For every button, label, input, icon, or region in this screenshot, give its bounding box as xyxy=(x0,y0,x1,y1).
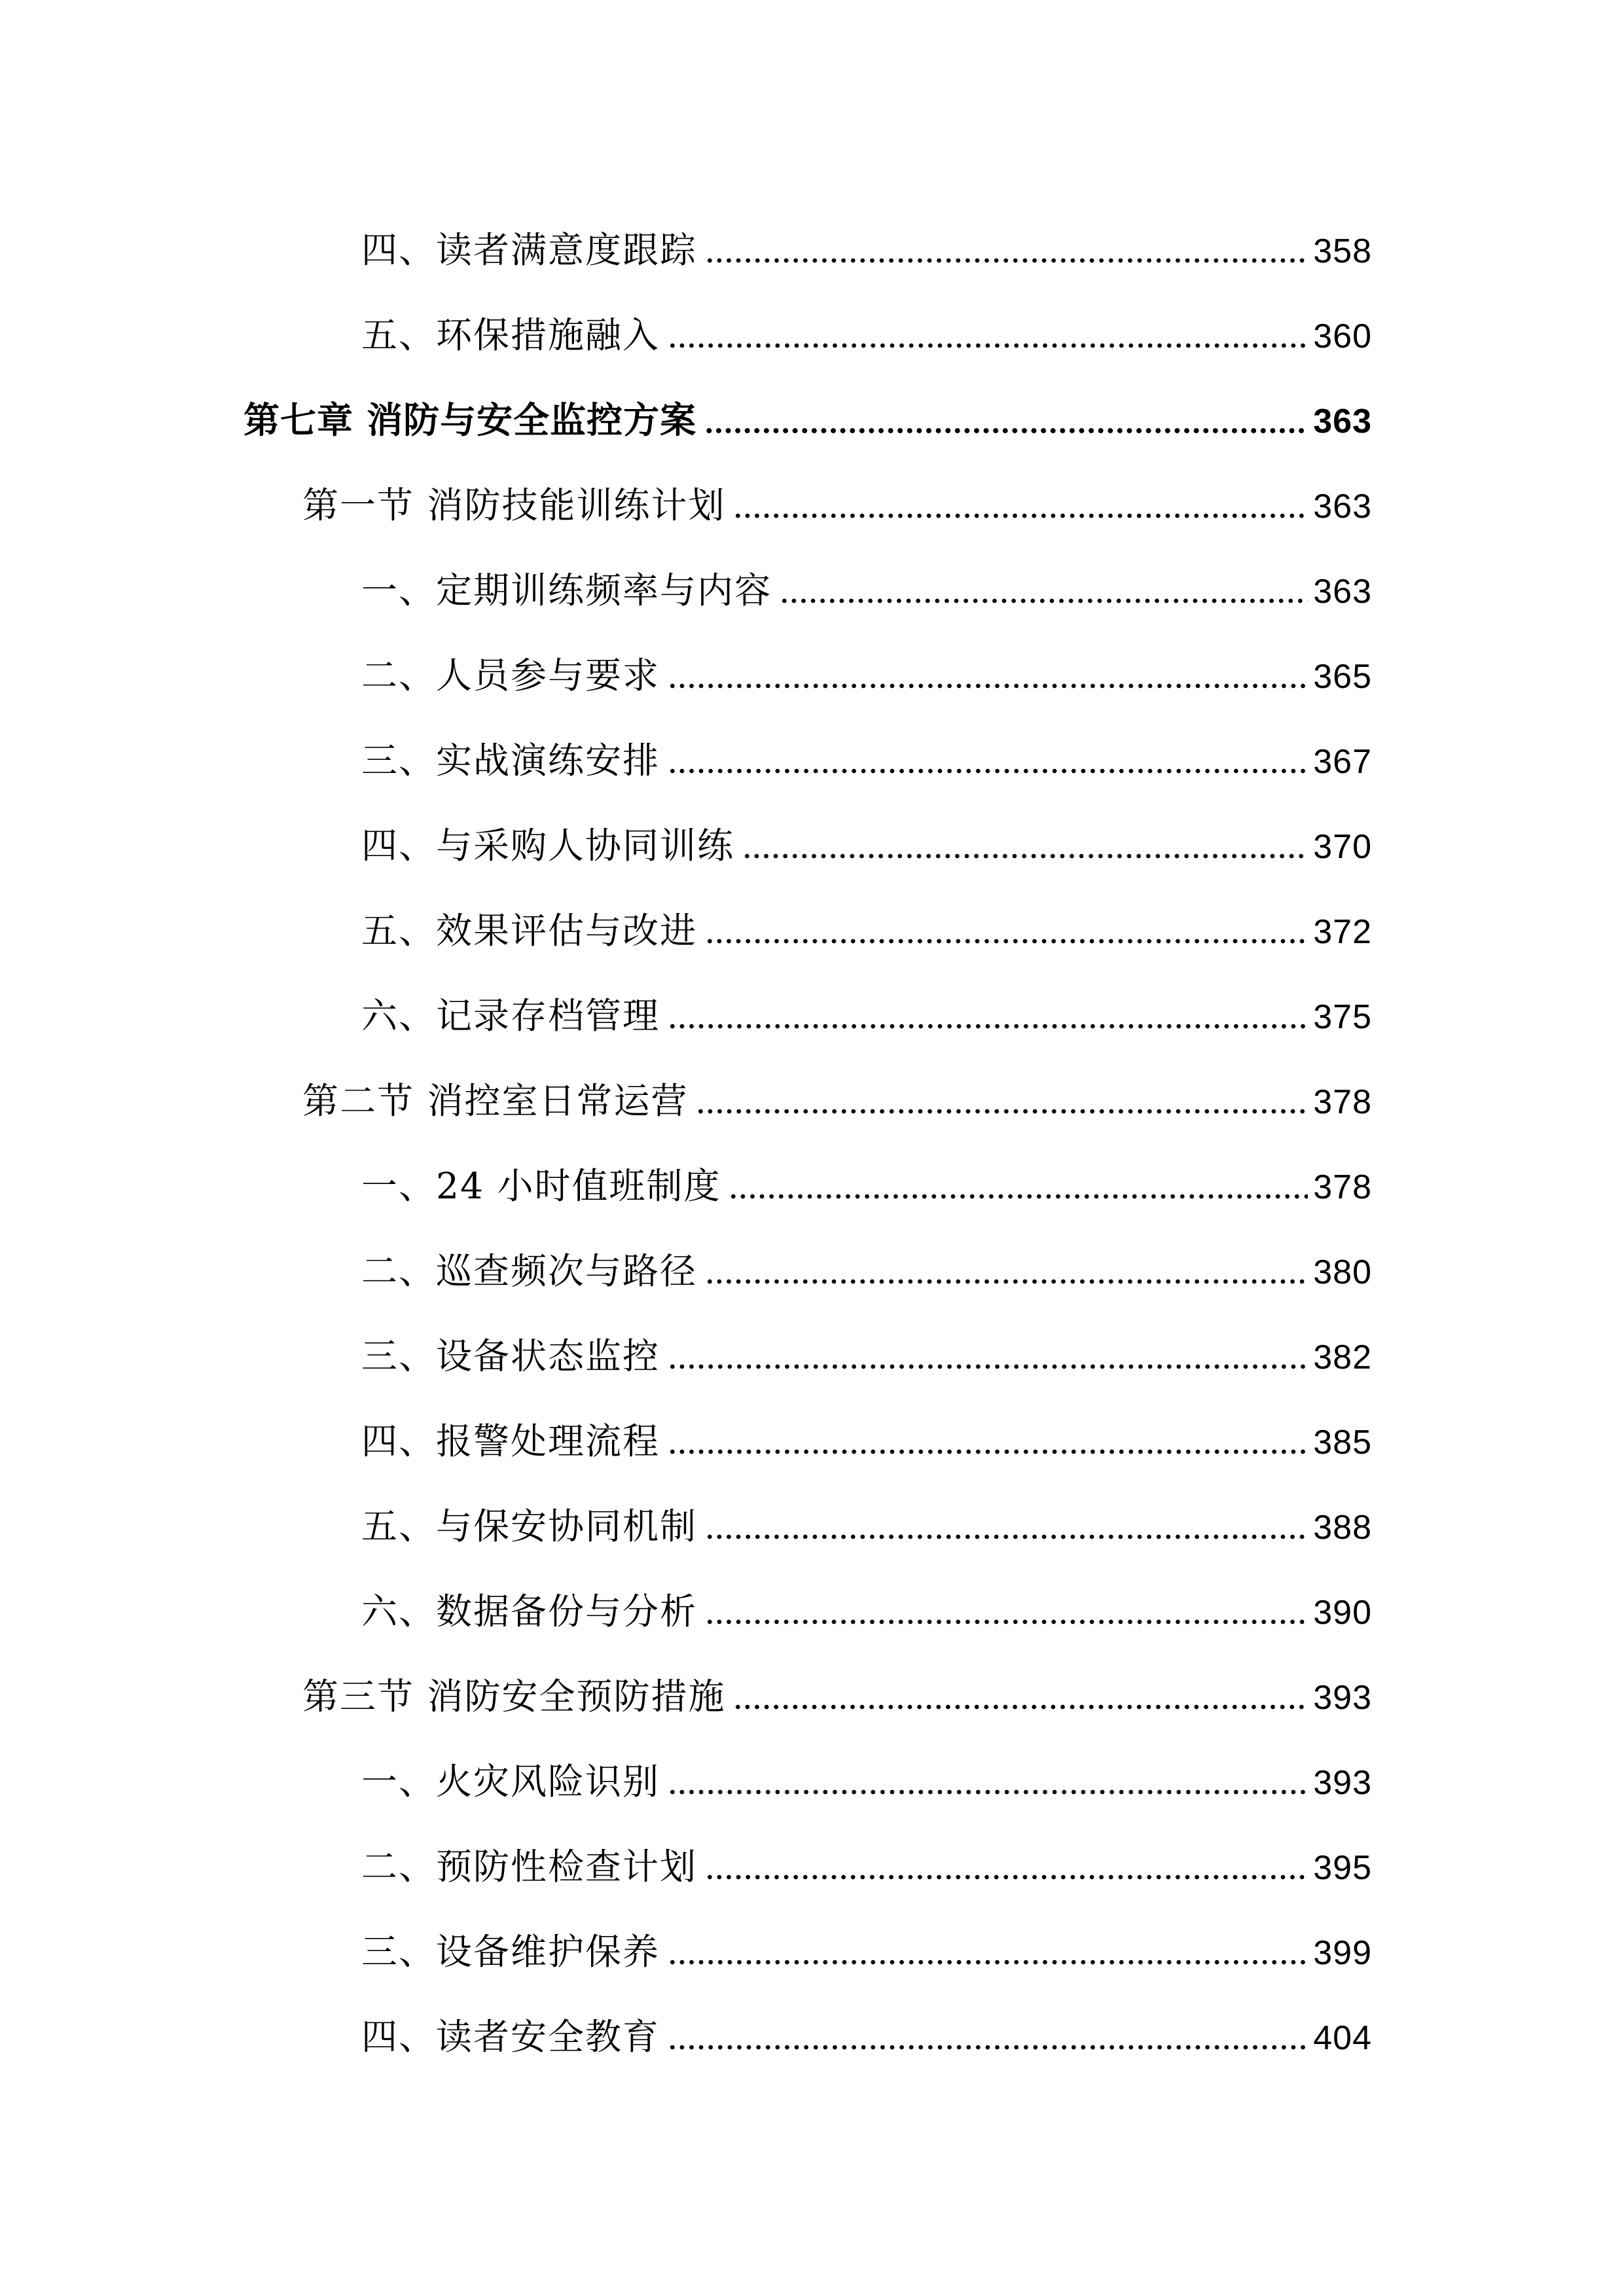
toc-entry[interactable] xyxy=(361,288,1372,356)
toc-entry-page: 393 xyxy=(1313,1679,1372,1717)
toc-entry-page: 363 xyxy=(1313,488,1372,526)
toc-section-entry[interactable] xyxy=(302,458,1372,524)
toc-entry-page: 363 xyxy=(1313,403,1372,440)
toc-entry[interactable] xyxy=(361,543,1372,609)
toc-dot-leader xyxy=(668,1449,1308,1454)
toc-entry-title: 一、火灾风险识别 xyxy=(361,1761,660,1803)
toc-entry-title: 四、与采购人协同训练 xyxy=(361,825,735,867)
toc-entry-page: 388 xyxy=(1313,1509,1372,1547)
toc-dot-leader xyxy=(668,343,1308,348)
toc-entry-title: 六、数据备份与分析 xyxy=(361,1590,698,1632)
toc-entry[interactable] xyxy=(361,1394,1372,1460)
toc-dot-leader xyxy=(668,768,1308,774)
toc-dot-leader xyxy=(668,1364,1308,1369)
toc-entry-page: 370 xyxy=(1313,828,1372,866)
toc-chapter-entry[interactable] xyxy=(244,373,1372,439)
toc-entry-title: 第二节 消控室日常运营 xyxy=(302,1080,689,1122)
toc-dot-leader xyxy=(705,1874,1308,1880)
toc-entry-title: 二、巡查频次与路径 xyxy=(361,1250,698,1292)
toc-entry-title: 一、24 小时值班制度 xyxy=(361,1165,721,1207)
toc-entry-title: 二、人员参与要求 xyxy=(361,655,660,696)
toc-entry[interactable] xyxy=(361,1820,1372,1888)
toc-entry[interactable] xyxy=(361,1224,1372,1292)
toc-entry-title: 四、读者安全教育 xyxy=(361,2016,660,2058)
toc-entry[interactable] xyxy=(361,1309,1372,1377)
toc-entry-title: 三、实战演练安排 xyxy=(361,740,660,781)
toc-dot-leader xyxy=(668,1789,1308,1795)
toc-dot-leader xyxy=(668,2045,1308,2050)
toc-dot-leader xyxy=(705,1279,1308,1284)
toc-entry-page: 404 xyxy=(1313,2019,1372,2057)
toc-entry-title: 五、与保安协同机制 xyxy=(361,1505,698,1547)
toc-entry-page: 399 xyxy=(1313,1934,1372,1972)
toc-dot-leader xyxy=(668,683,1308,689)
toc-entry[interactable] xyxy=(361,1905,1372,1973)
toc-dot-leader xyxy=(780,598,1308,603)
toc-entry-page: 380 xyxy=(1313,1253,1372,1291)
toc-entry-title: 五、效果评估与改进 xyxy=(361,910,698,952)
toc-dot-leader xyxy=(742,853,1308,859)
toc-dot-leader xyxy=(668,1024,1308,1029)
toc-entry-title: 第一节 消防技能训练计划 xyxy=(302,484,726,526)
toc-entry-title: 第七章 消防与安全监控方案 xyxy=(244,399,697,441)
toc-dot-leader xyxy=(705,939,1308,944)
toc-dot-leader xyxy=(696,1109,1308,1114)
toc-entry-page: 363 xyxy=(1313,573,1372,611)
toc-entry[interactable] xyxy=(361,713,1372,779)
toc-entry-title: 二、预防性检查计划 xyxy=(361,1846,698,1888)
toc-entry-page: 395 xyxy=(1313,1849,1372,1887)
toc-entry-title: 四、读者满意度跟踪 xyxy=(361,229,698,271)
toc-entry[interactable] xyxy=(361,969,1372,1037)
toc-entry[interactable] xyxy=(361,798,1372,867)
toc-dot-leader xyxy=(705,258,1308,263)
toc-dot-leader xyxy=(733,1704,1308,1710)
toc-entry-page: 372 xyxy=(1313,913,1372,951)
toc-section-entry[interactable] xyxy=(302,1054,1372,1122)
toc-entry-page: 378 xyxy=(1313,1168,1372,1206)
toc-entry[interactable] xyxy=(361,1139,1372,1207)
toc-entry[interactable] xyxy=(361,1990,1372,2058)
toc-entry-page: 365 xyxy=(1313,658,1372,696)
toc-entry-page: 378 xyxy=(1313,1083,1372,1121)
toc-entry-page: 385 xyxy=(1313,1424,1372,1462)
toc-entry[interactable] xyxy=(361,1734,1372,1803)
toc-entry-page: 382 xyxy=(1313,1338,1372,1376)
toc-entry-title: 五、环保措施融入 xyxy=(361,314,660,356)
toc-entry-title: 第三节 消防安全预防措施 xyxy=(302,1676,726,1717)
toc-entry-page: 375 xyxy=(1313,998,1372,1036)
toc-entry[interactable] xyxy=(361,628,1372,694)
toc-entry-page: 393 xyxy=(1313,1764,1372,1802)
toc-dot-leader xyxy=(729,1194,1308,1199)
toc-entry[interactable] xyxy=(361,1479,1372,1545)
toc-entry-title: 一、定期训练频率与内容 xyxy=(361,569,772,611)
toc-entry-page: 367 xyxy=(1313,743,1372,781)
toc-entry-page: 358 xyxy=(1313,232,1372,270)
toc-entry-title: 四、报警处理流程 xyxy=(361,1420,660,1462)
toc-dot-leader xyxy=(704,428,1308,433)
toc-dot-leader xyxy=(668,1960,1308,1965)
toc-entry[interactable] xyxy=(361,1564,1372,1630)
toc-entry[interactable] xyxy=(361,884,1372,952)
toc-entry-title: 三、设备状态监控 xyxy=(361,1335,660,1377)
toc-entry-page: 360 xyxy=(1313,317,1372,355)
toc-entry-title: 三、设备维护保养 xyxy=(361,1931,660,1973)
toc-entry-page: 390 xyxy=(1313,1594,1372,1632)
toc-section-entry[interactable] xyxy=(302,1649,1372,1715)
toc-entry[interactable] xyxy=(361,203,1372,271)
toc-dot-leader xyxy=(733,513,1308,518)
toc-dot-leader xyxy=(705,1619,1308,1624)
toc-dot-leader xyxy=(705,1534,1308,1539)
toc-entry-title: 六、记录存档管理 xyxy=(361,995,660,1037)
